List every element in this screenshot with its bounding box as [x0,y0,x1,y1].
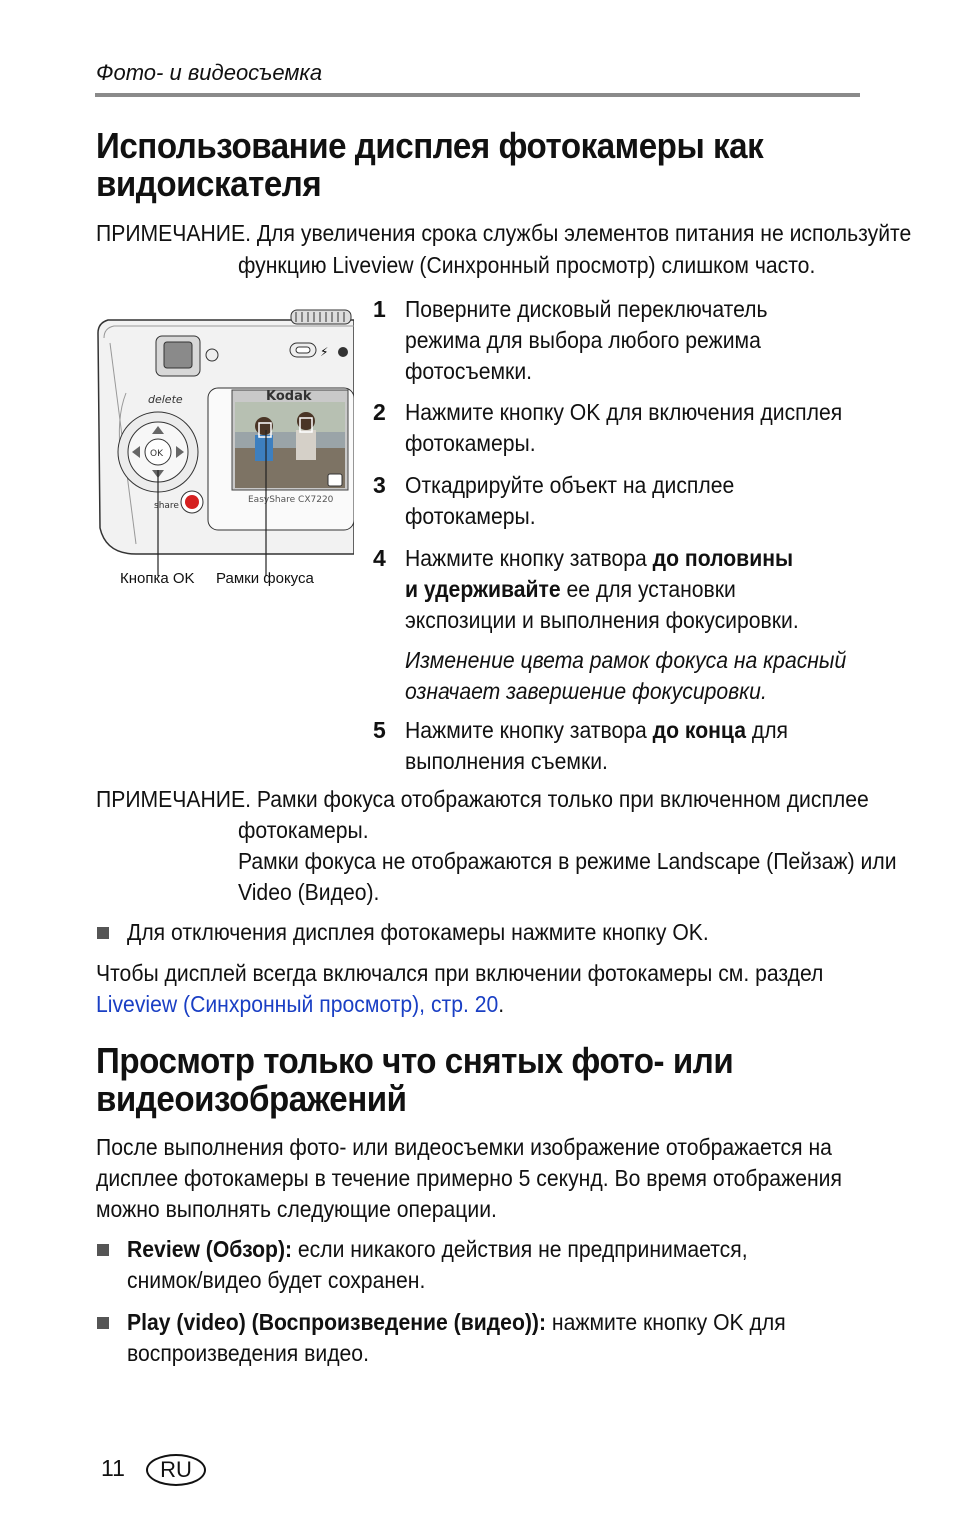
running-header: Фото- и видеосъемка [96,60,323,85]
note-label: ПРИМЕЧАНИЕ. [96,786,251,812]
step-line [405,543,846,574]
step-1 [405,294,768,387]
bullet-line [127,1307,786,1338]
step-emphasis: до конца [652,717,746,743]
bullet-term: Play (video) (Воспроизведение (видео)): [127,1309,547,1335]
section1-title-line2: видоискателя [96,163,322,204]
caption-ok-button: Кнопка OK [120,570,195,587]
step-line: фотосъемки. [405,358,533,384]
note-label: ПРИМЕЧАНИЕ. [96,220,251,246]
note-line: Video (Видео). [238,879,380,905]
section2-intro [96,1132,842,1225]
section1-title-line1: Использование дисплея фотокамеры как [96,125,764,166]
language-badge: RU [146,1454,206,1486]
step-number: 2 [373,399,386,425]
bullet-line: воспроизведения видео. [127,1340,369,1366]
step-line [405,574,846,605]
step-line: фотокамеры. [405,503,536,529]
note1 [96,218,911,249]
cam-share-label: share [154,501,179,511]
step-number: 3 [373,472,386,498]
bullet-marker [97,927,109,939]
paragraph: Чтобы дисплей всегда включался при включении фотокамеры см. раздел [96,960,824,986]
cam-brand: Kodak [266,389,312,404]
step-line: Нажмите кнопку OK для включения дисплея [405,399,843,425]
step-number: 1 [373,296,386,322]
step-text: ее для установки [560,576,736,602]
intro-line: дисплее фотокамеры в течение примерно 5 секунд. Во время отображения [96,1165,842,1191]
step-3 [405,470,734,532]
bullet-desc: если никакого действия не предпринимается, [292,1236,748,1262]
intro-line: После выполнения фото- или видеосъемки изображение отображается на [96,1134,832,1160]
step-line: фотокамеры. [405,430,536,456]
step-text: Нажмите кнопку затвора [405,545,653,571]
liveview-link[interactable]: Liveview (Синхронный просмотр), стр. 20 [96,991,499,1017]
note2-lines [238,815,897,908]
note1-line2: функцию Liveview (Синхронный просмотр) слишком часто. [238,252,816,278]
page-number: 11 [101,1455,125,1481]
intro-line: можно выполнять следующие операции. [96,1196,497,1222]
bullet-line [127,1234,748,1265]
bullet-line: снимок/видео будет сохранен. [127,1267,426,1293]
step-5 [405,715,788,777]
bullet-term: Review (Обзор): [127,1236,293,1262]
section2-title-line1: Просмотр только что снятых фото- или [96,1040,734,1081]
header-rule [95,93,860,97]
bullet-play [127,1307,786,1369]
step-line: экспозиции и выполнения фокусировки. [405,607,799,633]
step-4 [405,543,846,707]
step-emphasis: до половины [652,545,794,571]
step-note-italic: Изменение цвета рамок фокуса на красный [405,647,847,673]
step-emphasis: и удерживайте [405,576,561,602]
cam-ok-label: OK [150,449,163,459]
section2-title [96,1040,789,1119]
step-text: Нажмите кнопку затвора [405,717,653,743]
bullet-review [127,1234,748,1296]
step-text: для [745,717,789,743]
step-number: 5 [373,717,386,743]
note-line: фотокамеры. [238,817,369,843]
step-note-italic: означает завершение фокусировки. [405,678,767,704]
step-line: выполнения съемки. [405,748,608,774]
note-line: Рамки фокуса не отображаются в режиме Landscape (Пейзаж) или [238,848,897,874]
bullet-marker [97,1317,109,1329]
note2 [96,784,869,815]
note-text: Рамки фокуса отображаются только при включенном дисплее [256,786,869,812]
caption-focus-frames: Рамки фокуса [216,570,314,587]
step-number: 4 [373,545,386,571]
paragraph-line2 [96,989,504,1020]
camera-figure [96,298,354,598]
bullet-marker [97,1244,109,1256]
step-2 [405,397,842,459]
bullet-desc: нажмите кнопку OK для [546,1309,786,1335]
cam-model: EasyShare CX7220 [248,495,334,505]
camera-back-illustration [96,298,354,598]
step-line: Откадрируйте объект на дисплее [405,472,735,498]
step-line [405,715,788,746]
cam-delete-label: delete [148,393,183,406]
step-line: Поверните дисковый переключатель [405,296,768,322]
section1-title [96,125,821,204]
section2-title-line2: видеоизображений [96,1078,407,1119]
bullet-text: Для отключения дисплея фотокамеры нажмите кнопку OK. [127,919,709,945]
note-text: Для увеличения срока службы элементов питания не используйте [256,220,912,246]
step-line: режима для выбора любого режима [405,327,761,353]
svg-text:⚡: ⚡ [320,345,329,359]
paragraph-end: . [498,991,505,1017]
